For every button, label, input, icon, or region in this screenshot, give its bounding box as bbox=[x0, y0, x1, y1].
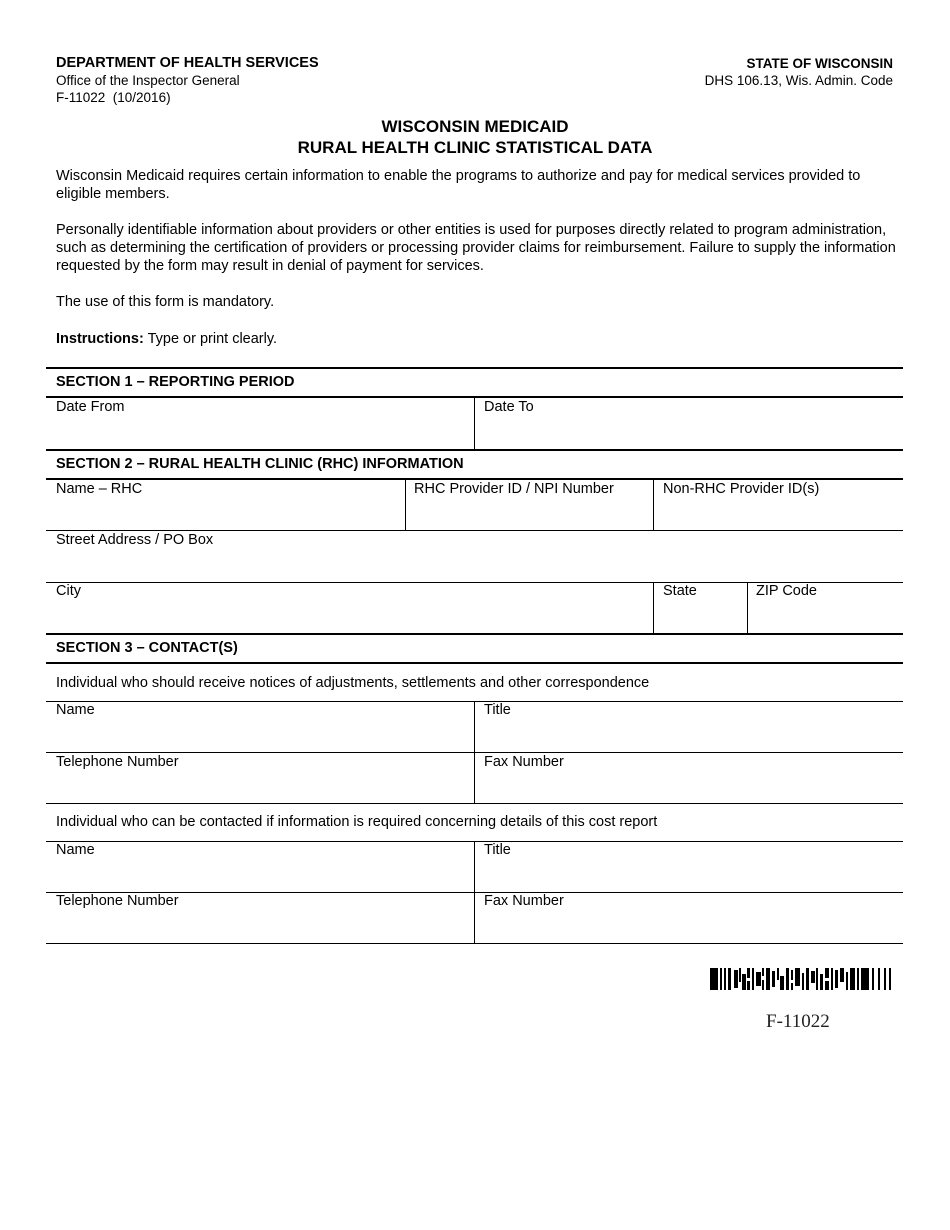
contact-2-phone-field[interactable] bbox=[56, 912, 466, 940]
contact-1-name-field[interactable] bbox=[56, 721, 466, 749]
row-rule bbox=[46, 752, 903, 753]
city-label: City bbox=[56, 583, 81, 599]
form-bottom-rule bbox=[46, 943, 903, 944]
non-rhc-provider-id-label: Non-RHC Provider ID(s) bbox=[663, 481, 820, 497]
section-1-top-rule bbox=[46, 367, 903, 369]
section-3-heading-rule bbox=[46, 662, 903, 664]
date-from-field[interactable] bbox=[56, 418, 466, 446]
contact-1-title-label: Title bbox=[484, 702, 511, 718]
agency-header bbox=[56, 55, 319, 106]
intro-paragraph-2: Personally identifiable information about providers or other entities is used for purposes directly related to program administration, such as determining the certification of providers or processing provider claims for reimbursement. Failure to supply the information requested by the form may result in denial of payment for services. bbox=[56, 222, 896, 274]
contact-2-fax-field[interactable] bbox=[484, 912, 894, 940]
contact-2-name-field[interactable] bbox=[56, 861, 466, 889]
divider bbox=[747, 583, 748, 634]
name-rhc-field[interactable] bbox=[56, 500, 396, 528]
zip-code-label: ZIP Code bbox=[756, 583, 817, 599]
name-rhc-label: Name – RHC bbox=[56, 481, 143, 497]
state-name: STATE OF WISCONSIN bbox=[746, 56, 893, 71]
intro-paragraph-3: The use of this form is mandatory. bbox=[56, 294, 275, 310]
contact-2-phone-label: Telephone Number bbox=[56, 893, 179, 909]
divider bbox=[653, 583, 654, 634]
row-rule bbox=[46, 803, 903, 804]
department-name: DEPARTMENT OF HEALTH SERVICES bbox=[56, 55, 319, 71]
contact-1-fax-label: Fax Number bbox=[484, 754, 564, 770]
section-3-top-rule bbox=[46, 633, 903, 635]
rhc-provider-id-label: RHC Provider ID / NPI Number bbox=[414, 481, 614, 497]
contact-2-name-label: Name bbox=[56, 842, 95, 858]
non-rhc-provider-id-field[interactable] bbox=[663, 500, 895, 528]
date-to-field[interactable] bbox=[484, 418, 894, 446]
city-field[interactable] bbox=[56, 602, 646, 630]
contact-1-fax-field[interactable] bbox=[484, 773, 894, 801]
barcode-icon bbox=[710, 968, 892, 990]
contact-1-phone-field[interactable] bbox=[56, 773, 466, 801]
intro-paragraph-1: Wisconsin Medicaid requires certain information to enable the programs to authorize and pay for medical services provided to eligible members. bbox=[56, 168, 861, 202]
section-2-top-rule bbox=[46, 449, 903, 451]
instructions-text: Type or print clearly. bbox=[143, 331, 278, 347]
state-field[interactable] bbox=[663, 602, 741, 630]
section-2-heading: SECTION 2 – RURAL HEALTH CLINIC (RHC) INFORMATION bbox=[56, 456, 464, 472]
divider bbox=[474, 397, 475, 449]
row-rule bbox=[46, 530, 903, 531]
rhc-provider-id-field[interactable] bbox=[414, 500, 646, 528]
contact-2-title-label: Title bbox=[484, 842, 511, 858]
title-line-2: RURAL HEALTH CLINIC STATISTICAL DATA bbox=[297, 138, 653, 157]
form-id: F-11022 (10/2016) bbox=[56, 90, 171, 105]
zip-code-field[interactable] bbox=[756, 602, 896, 630]
divider bbox=[474, 702, 475, 804]
street-address-label: Street Address / PO Box bbox=[56, 532, 214, 548]
form-number: F-11022 bbox=[766, 1011, 830, 1032]
contact-1-title-field[interactable] bbox=[484, 721, 894, 749]
title-line-1: WISCONSIN MEDICAID bbox=[381, 117, 569, 136]
state-label: State bbox=[663, 583, 697, 599]
section-1-heading: SECTION 1 – REPORTING PERIOD bbox=[56, 374, 295, 390]
instructions bbox=[56, 330, 896, 348]
contact-2-description: Individual who can be contacted if information is required concerning details of this cost report bbox=[56, 814, 658, 830]
divider bbox=[405, 479, 406, 531]
section-2-heading-rule bbox=[46, 478, 903, 480]
date-to-label: Date To bbox=[484, 399, 534, 415]
instructions-label: Instructions: bbox=[56, 331, 144, 347]
street-address-field[interactable] bbox=[56, 551, 896, 579]
contact-2-title-field[interactable] bbox=[484, 861, 894, 889]
section-3-heading: SECTION 3 – CONTACT(S) bbox=[56, 640, 238, 656]
divider bbox=[653, 479, 654, 531]
page-title bbox=[0, 116, 950, 158]
contact-1-name-label: Name bbox=[56, 702, 95, 718]
date-from-label: Date From bbox=[56, 399, 125, 415]
admin-code: DHS 106.13, Wis. Admin. Code bbox=[704, 73, 893, 88]
contact-2-fax-label: Fax Number bbox=[484, 893, 564, 909]
contact-1-description: Individual who should receive notices of adjustments, settlements and other correspondence bbox=[56, 675, 650, 691]
state-header bbox=[705, 55, 893, 89]
contact-1-phone-label: Telephone Number bbox=[56, 754, 179, 770]
office-name: Office of the Inspector General bbox=[56, 73, 240, 88]
